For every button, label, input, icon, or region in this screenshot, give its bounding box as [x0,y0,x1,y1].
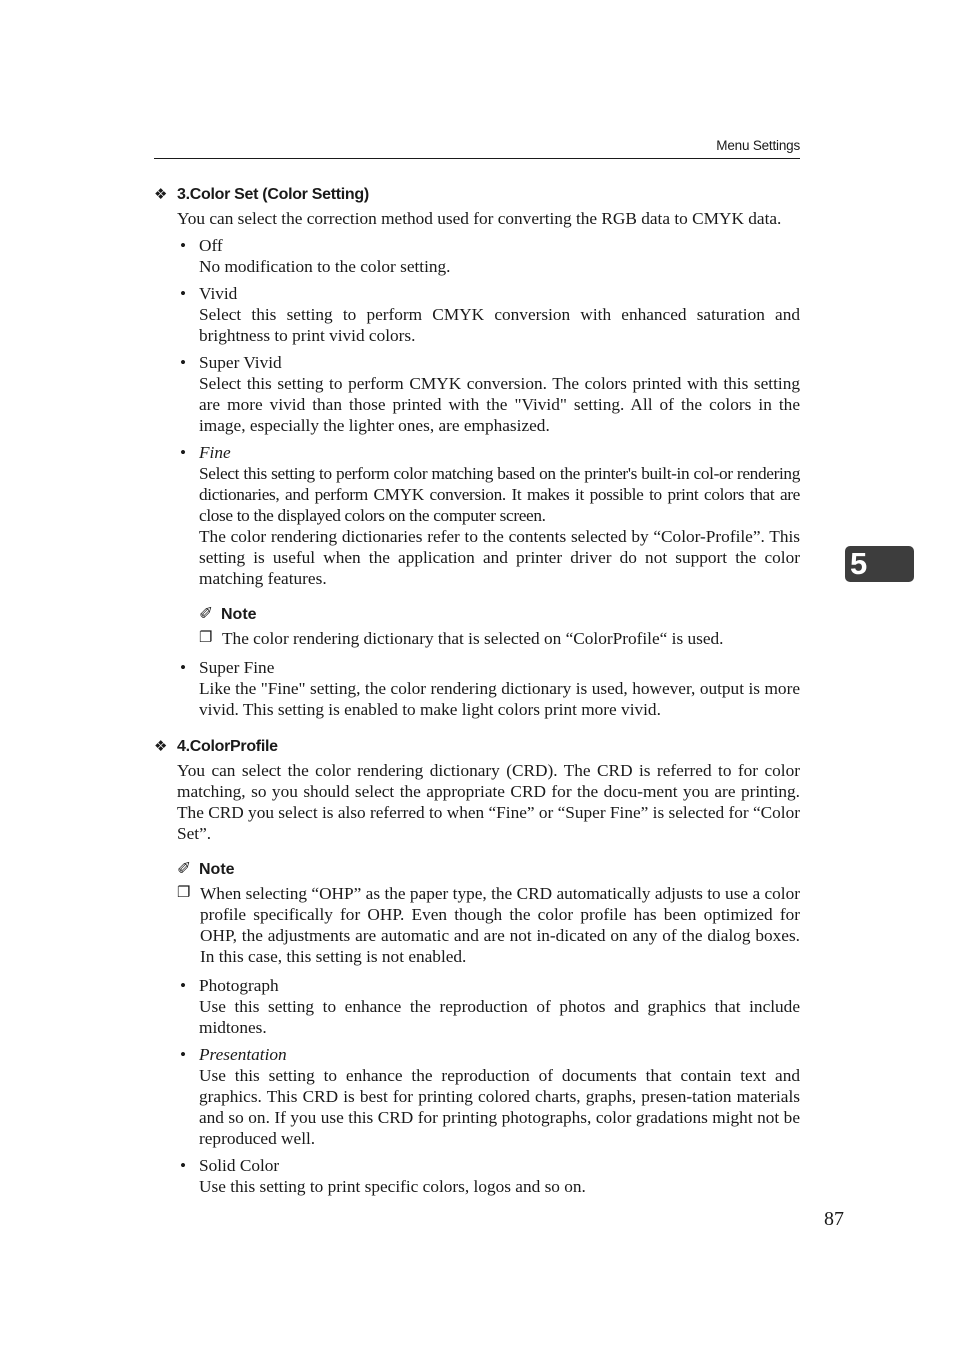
list-item [154,235,800,277]
bullet-icon: • [180,658,187,677]
bullet-icon: • [180,1045,187,1064]
list-item [154,283,800,346]
header-rule [154,158,800,159]
note-heading: ✐ Note [199,604,257,623]
section-heading: ❖ 4.ColorProfile [154,738,278,755]
bullet-icon: • [180,236,187,255]
section-intro: You can select the correction method used for converting the RGB data to CMYK data. [177,209,782,228]
option-list [154,235,800,720]
item-title: Photograph [199,976,279,995]
note-block [177,858,800,967]
list-item [154,352,800,436]
item-title: Fine [199,443,231,462]
note-block [199,603,800,649]
item-title: Presentation [199,1045,287,1064]
item-title: Solid Color [199,1156,280,1175]
option-list [154,975,800,1197]
chapter-number: 5 [850,546,868,581]
note-heading: ✐ Note [177,859,235,878]
pencil-icon: ✐ [199,604,214,623]
bullet-icon: • [180,284,187,303]
bullet-icon: • [180,1156,187,1175]
item-description: Use this setting to print specific colors, logos and so on. [199,1177,586,1196]
section-color-set [154,184,800,720]
item-description: Like the "Fine" setting, the color rendering dictionary is used, however, output is more vivid. This setting is enabled to make light colors print more vivid. [199,679,800,719]
item-title: Super Vivid [199,353,282,372]
bullet-icon: • [180,976,187,995]
item-title: Off [199,236,223,255]
item-title: Super Fine [199,658,275,677]
section-color-profile [154,736,800,1197]
item-description: Use this setting to enhance the reproduction of photos and graphics that include midtones. [199,997,800,1037]
chapter-tab [845,546,914,582]
item-description: Select this setting to perform CMYK conversion. The colors printed with this setting are more vivid than those printed with the "Vivid" setting. All of the colors in the image, especially the lighter ones, are emphasized. [199,374,800,435]
page-number: 87 [824,1208,844,1230]
section-heading: ❖ 3.Color Set (Color Setting) [154,186,369,203]
list-item [154,442,800,649]
item-description: Use this setting to enhance the reproduction of documents that contain text and graphics. This CRD is best for printing colored charts, graphs, presen-tation materials and so on. If you use this CRD for printing photographs, color gradations might not be reproduced well. [199,1066,800,1148]
bullet-icon: • [180,353,187,372]
list-item [154,1155,800,1197]
checkbox-square-icon: ❐ [199,630,213,646]
list-item [154,975,800,1038]
section-intro: You can select the color rendering dictionary (CRD). The CRD is referred to for color matching, so you should select the appropriate CRD for the docu-ment you are printing. The CRD you select is also referred to when “Fine” or “Super Fine” is selected for “Color Set”. [177,761,800,843]
list-item [154,1044,800,1149]
pencil-icon: ✐ [177,859,192,878]
checkbox-square-icon: ❐ [177,885,191,901]
diamond-icon: ❖ [154,186,168,203]
running-header: Menu Settings [716,138,800,153]
bullet-icon: • [180,443,187,462]
item-description: No modification to the color setting. [199,257,451,276]
page-content [154,184,800,1203]
item-description: Select this setting to perform CMYK conversion with enhanced saturation and brightness to print vivid colors. [199,305,800,345]
item-title: Vivid [199,284,238,303]
list-item [154,657,800,720]
note-item: ❐ When selecting “OHP” as the paper type, the CRD automatically adjusts to use a color profile specifically for OHP. Even though the color profile has been optimized for OHP, the adjustments are automatic and are not in-dicated on any of the dialog boxes. In this case, this setting is not enabled. [177,884,800,966]
diamond-icon: ❖ [154,738,168,755]
note-item: ❐ The color rendering dictionary that is selected on “ColorProfile“ is used. [199,629,724,648]
item-description: Select this setting to perform color matching based on the printer's built-in col-or rendering dictionaries, and perform CMYK conversion. It makes it possible to print colors that are close to the displayed colors on the computer screen. [199,464,800,525]
item-description: The color rendering dictionaries refer to the contents selected by “Color-Profile”. This setting is useful when the application and printer driver do not support the color matching features. [199,527,800,588]
